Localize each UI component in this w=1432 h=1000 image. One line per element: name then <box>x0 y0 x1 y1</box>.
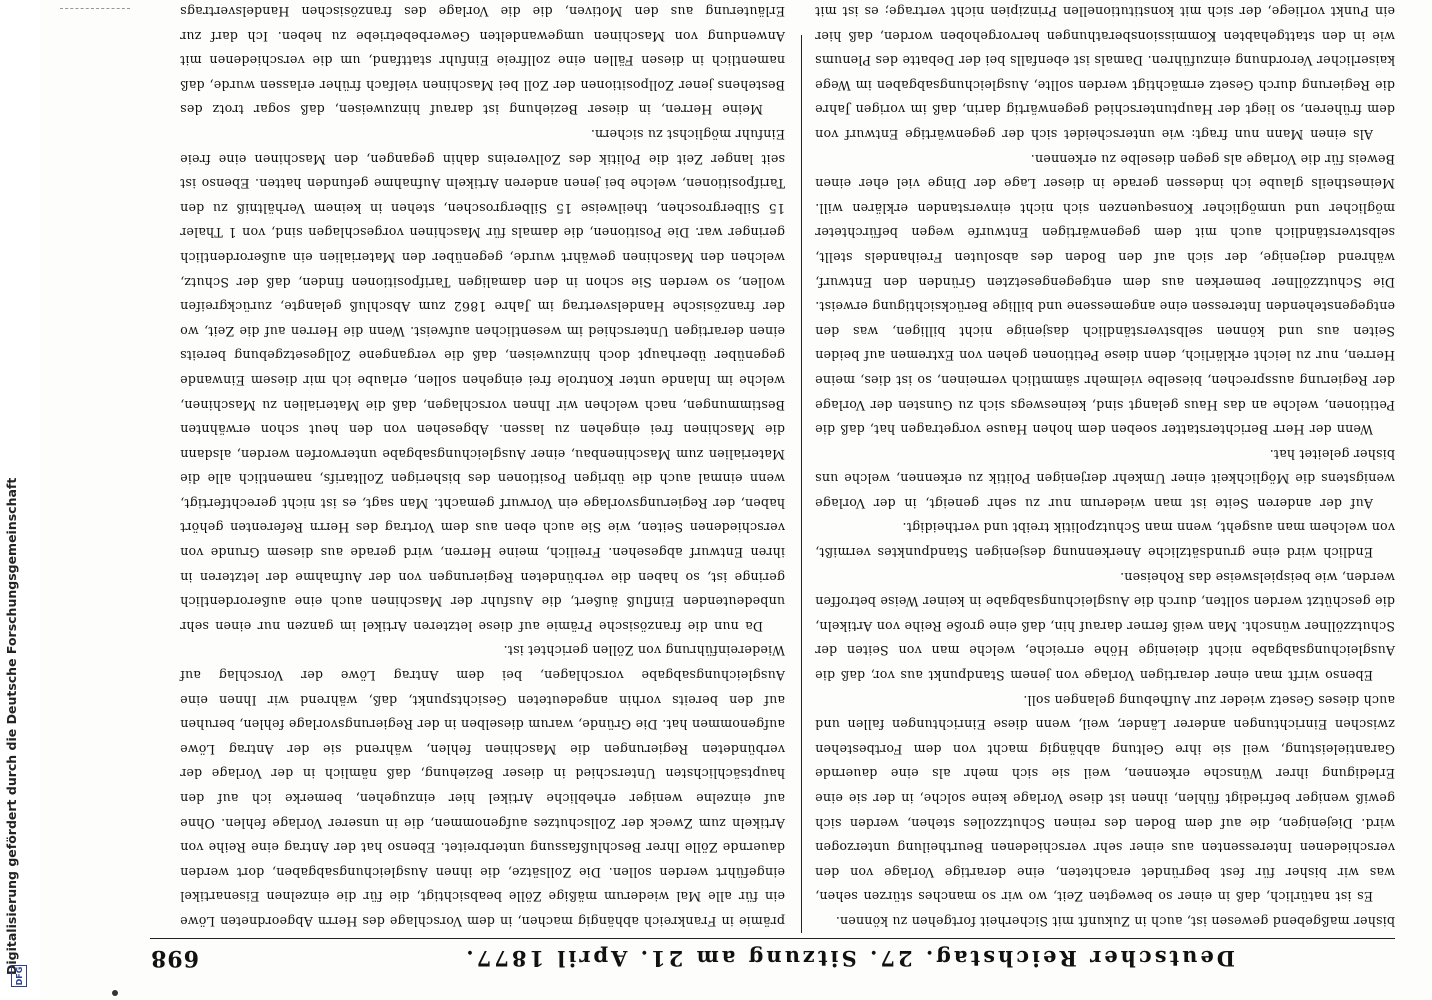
paragraph: Meine Herren, in dieser Beziehung ist darauf hinzuweisen, daß sogar trotz des Bestehens jener Zollpositionen der Zoll bei Maschinen vielfach früher erlassen wurde, daß namentlich in diesen Fällen eine zollfreie Einfuhr stattfand, um die verschiedenen mit Anwendung von Maschinen umgewandelten Gewerbebetriebe zu heben. Ich darf zur Erläuterung aus den Motiven, die die Vorlage des französischen Handelsvertrags <box>180 4 785 118</box>
paragraph: Es ist natürlich, daß in einer so bewegten Zeit, wo wir so manches stürzen sehen, was wir bisher für fest begründet erachteten, eine derartige Vorlage von den verschiedenen Interessenten aus einer sehr verschiedenen Beurtheilung unterzogen wird. Diejenigen, die auf dem Boden des reinen Schutzzolles stehen, werden sich gewiß weniger befriedigt fühlen, ihnen ist diese Vorlage keine solche, in der sie eine Erledigung ihrer Wünsche erkennen, weil sie sich mehr als eine dauernde Garantieleistung, weil sie ihre Geltung abhängig macht von dem Fortbestehen zwischen Einrichtungen anderer Länder, weil, wenn diese Einrichtungen fallen und auch dieses Gesetz wieder zur Aufhebung gelangen soll. <box>815 692 1395 905</box>
page-number: 698 <box>150 945 199 971</box>
left-column <box>815 4 1395 933</box>
right-column <box>180 4 785 933</box>
dfg-logo: DFG <box>11 965 27 987</box>
page-header <box>150 938 1395 975</box>
digitization-sidebar <box>0 0 40 1000</box>
paragraph: Da nun die französische Prämie auf diese letzteren Artikel im ganzen nur einen sehr unbedeutenden Einfluß äußert, die Ausfuhr der Maschinen auch eine außerordentlich geringe ist, so haben die verbündeten Regierungen von der Aufnahme der letzteren in ihren Entwurf abgesehen. Freilich, meine Herren, wird gerade aus diesem Grunde von verschiedenen Seiten, wie Sie auch eben aus dem Vortrag des Herrn Referenten gehört haben, der Regierungsvorlage ein Vorwurf gemacht. Man sagt, es ist nicht gerechtfertigt, wenn einmal auch die übrigen Positionen des bisherigen Zolltarifs, namentlich alle die Materialien zum Maschinenbau, einer Ausgleichungsabgabe unterworfen werden, alsdann die Maschinen frei eingehen zu lassen. Abgesehen von den heut schon erwähnten Bestimmungen, nach welchen wir Ihnen vorschlagen, daß die Materialien zu Maschinen, welche im Inlande unter Kontrole frei eingehen sollen, erlaube ich mir diesem Einwande gegenüber überhaupt doch hinzuweisen, daß die vergangene Zollgesetzgebung bereits einen derartigen Unterschied im wesentlichen aufweist. Wenn die Herren auf die Zeit, wo der französische Handelsvertrag im Jahre 1862 zum Abschluß gelangte, zurückgreifen wollen, so werden Sie schon in den damaligen Tarifpositionen finden, daß der Schutz, welchen den Maschinen gewährt wurde, gegenüber den Materialien ein außerordentlich geringer war. Die Positionen, die damals für Maschinen vorgeschlagen sind, von 1 Thaler 15 Silbergroschen, theilweise 15 Silbergroschen, stehen in keinem Verhältniß zu den Tarifpositionen, welche bei jenen anderen Artikeln Aufnahme gefunden hatten. Ebenso ist seit langer Zeit die Politik des Zollvereins dahin gegangen, den Maschinen eine freie Einfuhr möglichst zu sichern. <box>180 127 785 634</box>
page-title: Deutscher Reichstag. 27. Sitzung am 21. April 1877. <box>463 946 1235 971</box>
paragraph: Auf der anderen Seite ist man wiederum nur zu sehr geneigt, in der Vorlage wenigstens die Möglichkeit einer Umkehr derjenigen Politik zu erkennen, welche uns bisher geleitet hat. <box>815 446 1395 511</box>
paragraph: Endlich wird eine grundsätzliche Anerkennung desjenigen Standpunktes vermißt, von welchem man ausgeht, wenn man Schutzpolitik treibt und vertheidigt. <box>815 520 1395 561</box>
scan-edge-mark <box>60 8 130 19</box>
paragraph: Ebenso wirft man einer derartigen Vorlage von jenem Standpunkt aus vor, daß die Ausgleichungsabgabe nicht dieienige Höhe erreiche, welche man von Seiten der Schutzzöllner wünscht. Man weiß ferner darauf hin, daß eine große Reihe von Artikeln, die geschützt werden sollten, durch die Ausgleichungsabgabe in keiner Weise betroffen werden, wie beispielsweise das Roheisen. <box>815 569 1395 684</box>
paragraph: prämie in Frankreich abhängig machen, in dem Vorschlage des Herrn Abgeordneten Löwe ein für alle Mal wiederum mäßige Zölle beabsichtigt, die für die einzelnen Eisenartikel eingeführt werden sollen. Die Zollsätze, die ihnen Ausgleichungsabgaben, dort werden dauernde Zölle Ihrer Beschlußfassung unterbreitet. Ebenso hat der Antrag eine Reihe von Artikeln zum Zweck der Zollschutzes aufgenommen, die in unserer Vorlage fehlen. Ohne auf einzelne weniger erhebliche Artikel hier einzugehen, bemerke ich auf den hauptsächlichsten Unterschied in dieser Beziehung, daß nämlich in der Vorlage der verbündeten Regierungen die Maschinen fehlen, während sie der Antrag Löwe aufgenommen hat. Die Gründe, warum dieselben in der Regierungsvorlage fehlen, beruhen auf den bereits vorhin angedeuteten Gesichtspunkt, daß, während wir Ihnen eine Ausgleichungsabgabe vorschlagen, bei dem Antrag Löwe der Vorschlag auf Wiedereinführung von Zöllen gerichtet ist. <box>180 643 785 929</box>
column-divider <box>801 35 802 933</box>
paragraph: Als einen Mann nun fragt: wie unterscheidet sich der gegenwärtige Entwurf von dem früheren, so liegt der Hauptunterschied gegenwärtig darin, daß im vorigen Jahre die Regierung durch Gesetz ermächtigt werden sollte, Ausgleichungsabgaben im Wege kaiserlicher Verordnung einzuführen. Damals ist ebenfalls bei der Debatte des Plenums wie in den stattgehabten Kommissionsberathungen hervorgehoben worden, daß hier ein Punkt vorliege, der sich mit konstitutionellen Prinzipien nicht vertrage; es ist mit <box>815 4 1395 142</box>
paragraph: bisher maßgebend gewesen ist, auch in Zukunft mit Sicherheit fortgehen zu können. <box>835 914 1395 929</box>
scan-dot-mark <box>112 990 118 996</box>
printed-page-rotated <box>110 4 1425 985</box>
paragraph: Wenn der Herr Berichterstatter soeben dem hohen Hause vorgetragen hat, daß die Petitionen, welche an das Haus gelangt sind, keineswegs sich zu Gunsten der Vorlage der Regierung aussprechen, bieselbe vielmehr sämmtlich verneinen, so ist dies, meine Herren, nur zu leicht erklärlich, denn diese Petitionen gehen von Extremen auf beiden Seiten aus und können selbstverständlich dasjenige nicht billigen, was den entgegenstehenden Interessen eine angemessene und billige Berücksichtigung erweist. Die Schutzzöllner bemerken aus dem entgegengesetzten Gründen den Entwurf, während derjenige, der sich auf den Boden des absoluten Freihandels stellt, selbstverständlich auch mit dem gegenwärtigen Entwurfe wegen befürchteter möglicher und unmöglicher Konsequenzen sich nicht einverstanden erklären will. Meinestheils glaube ich indessen gerade in dieser Lage der Dinge viel eher einen Beweis für die Vorlage als gegen dieselbe zu erkennen. <box>815 151 1395 438</box>
digitization-credit: Digitalisierung gefördert durch die Deutsche Forschungsgemeinschaft <box>4 477 19 975</box>
